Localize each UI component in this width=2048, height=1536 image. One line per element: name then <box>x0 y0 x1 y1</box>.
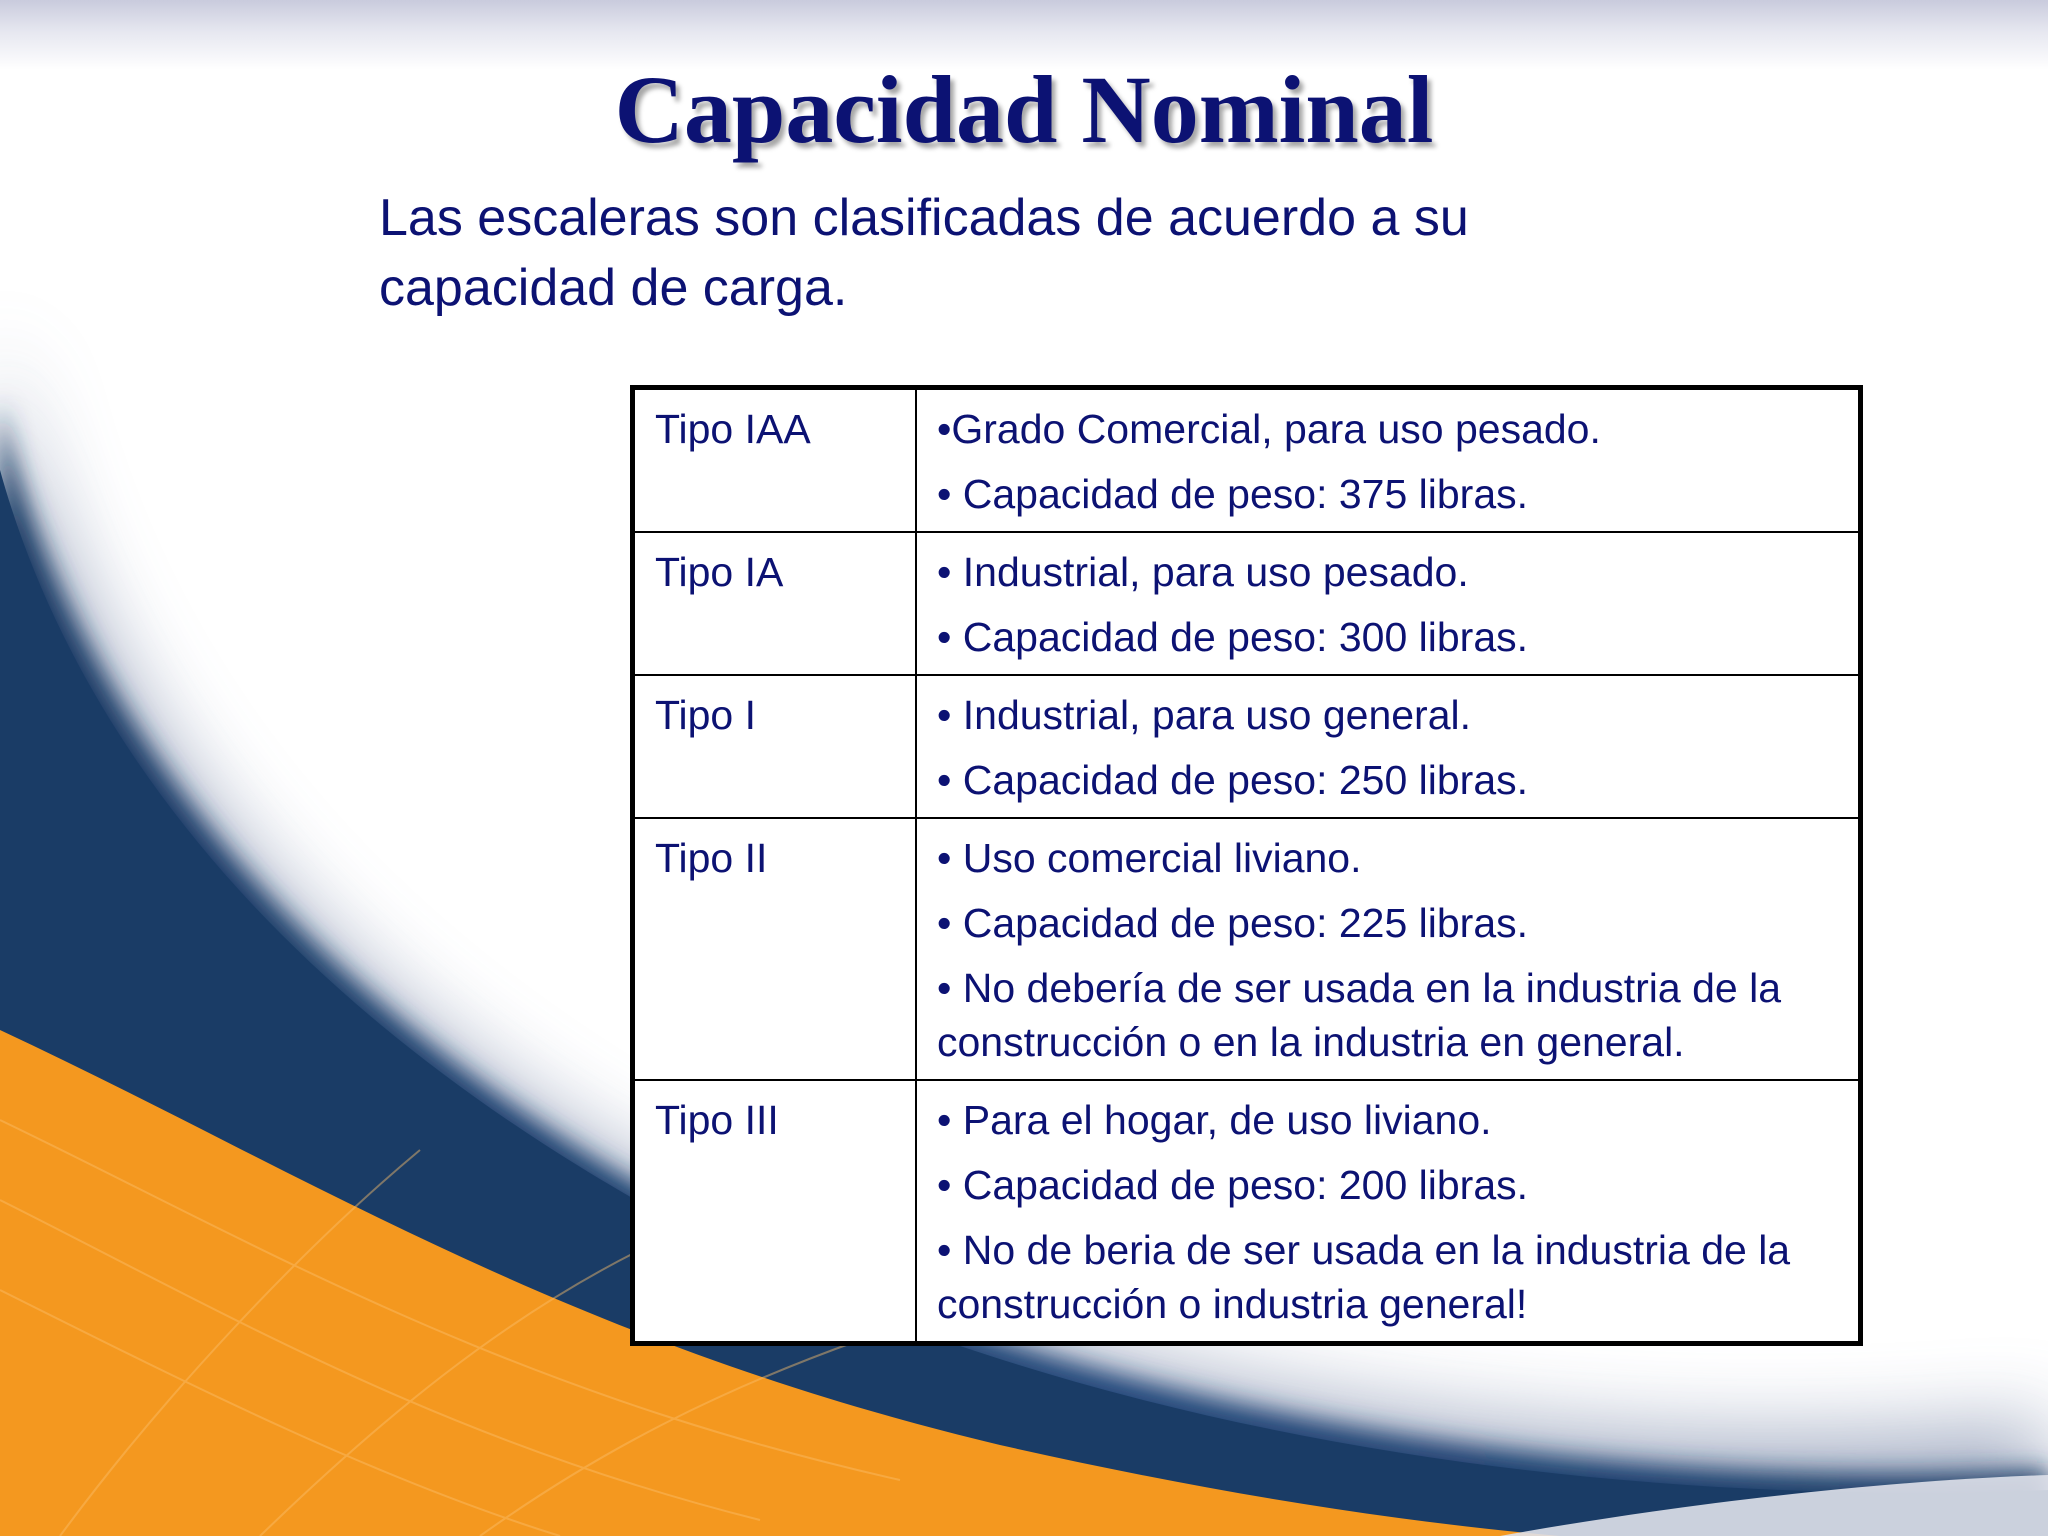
description-cell <box>916 818 1861 1080</box>
table-row <box>633 675 1861 818</box>
table-row <box>633 1080 1861 1344</box>
table-row <box>633 388 1861 533</box>
type-cell: Tipo IAA <box>633 388 917 533</box>
table-row <box>633 532 1861 675</box>
description-cell <box>916 1080 1861 1344</box>
feature-item: • Para el hogar, de uso liviano. <box>937 1097 1492 1143</box>
feature-item: • No debería de ser usada en la industria de la construcción o en la industria en general. <box>937 965 1782 1065</box>
description-cell <box>916 675 1861 818</box>
feature-item: • Capacidad de peso: 375 libras. <box>937 471 1529 517</box>
type-cell: Tipo I <box>633 675 917 818</box>
table-row <box>633 818 1861 1080</box>
type-cell: Tipo II <box>633 818 917 1080</box>
table-body <box>633 388 1861 1344</box>
feature-item: • Uso comercial liviano. <box>937 835 1362 881</box>
feature-item: • Capacidad de peso: 200 libras. <box>937 1162 1529 1208</box>
feature-item: • No de beria de ser usada en la industria de la construcción o industria general! <box>937 1227 1791 1327</box>
feature-item: • Industrial, para uso general. <box>937 692 1472 738</box>
feature-item: • Industrial, para uso pesado. <box>937 549 1469 595</box>
description-cell <box>916 388 1861 533</box>
type-cell: Tipo IA <box>633 532 917 675</box>
type-cell: Tipo III <box>633 1080 917 1344</box>
feature-item: • Capacidad de peso: 250 libras. <box>937 757 1529 803</box>
page-title: Capacidad Nominal <box>614 56 1434 163</box>
description-cell <box>916 532 1861 675</box>
ladder-capacity-table <box>630 385 1863 1346</box>
feature-item: • Capacidad de peso: 225 libras. <box>937 900 1529 946</box>
feature-item: • Capacidad de peso: 300 libras. <box>937 614 1529 660</box>
intro-text: Las escaleras son clasificadas de acuerdo a su capacidad de carga. <box>379 189 1469 317</box>
feature-item: •Grado Comercial, para uso pesado. <box>937 406 1601 452</box>
